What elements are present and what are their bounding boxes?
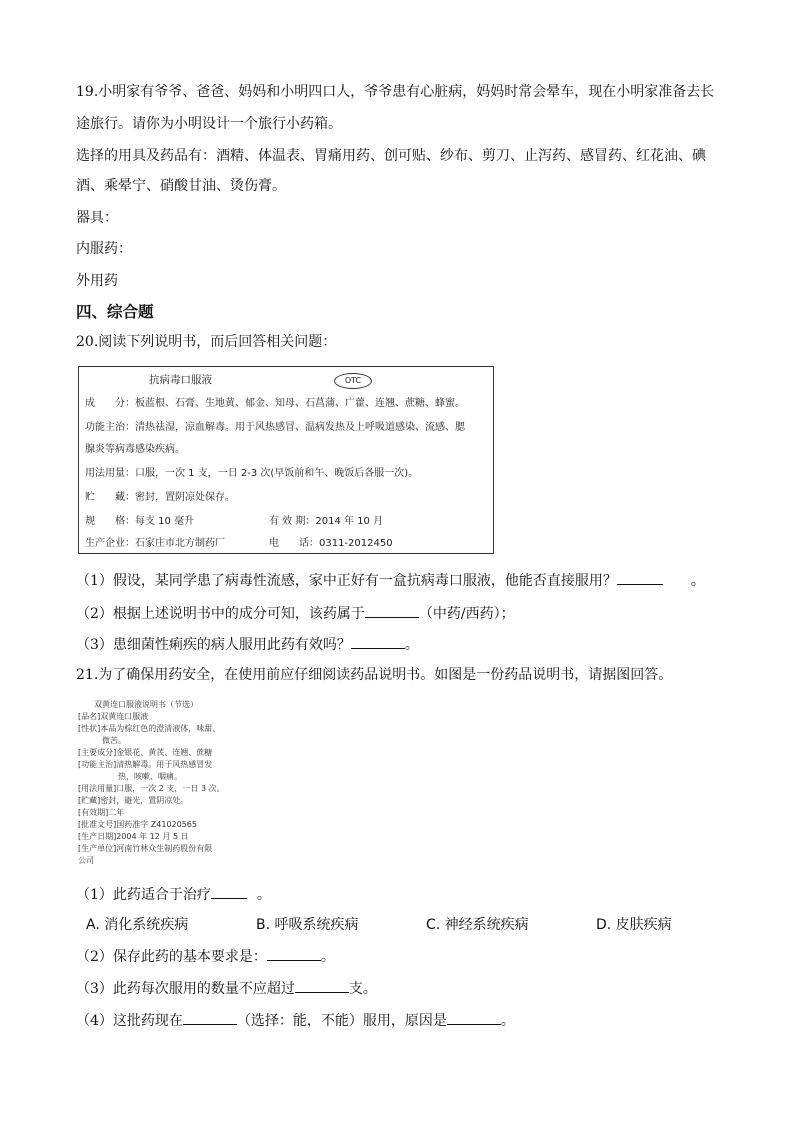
answer-blank[interactable]: [365, 603, 419, 618]
q20-sub1-text: （1）假设，某同学患了病毒性流感，家中正好有一盒抗病毒口服液，他能否直接服用？: [76, 573, 617, 589]
q20-intro: 20.阅读下列说明书，而后回答相关问题：: [76, 334, 337, 350]
leaflet-line: [性状]本品为棕红色的澄清液体，味甜、: [78, 724, 221, 733]
q21-sub4-text: （4）这批药现在: [76, 1013, 183, 1029]
drug-label-ingredients: 成 分：板蓝根、石膏、生地黄、郁金、知母、石菖蒲、广藿、连翘、蔗糖、蜂蜜。: [85, 398, 465, 409]
drug-label-expiry: 有 效 期：2014 年 10 月: [269, 516, 384, 527]
option-c[interactable]: C. 神经系统疾病: [426, 917, 529, 933]
q21-sub4: [76, 1010, 515, 1031]
otc-badge: OTC: [334, 373, 372, 389]
q19-tools: 器具：: [76, 210, 118, 226]
drug-label-spec: 规 格：每支 10 毫升: [85, 516, 195, 527]
leaflet-line: [用法用量]口服，一次 2 支，一日 3 次。: [78, 784, 225, 793]
q21-sub4-mid: （选择：能，不能）服用，原因是: [236, 1013, 447, 1029]
leaflet-line: [品名]双黄连口服液: [78, 712, 149, 721]
q20-sub2-end: （中药/西药）；: [418, 606, 515, 622]
q21-sub1-text: （1）此药适合于治疗: [76, 887, 211, 903]
q20-sub3: [76, 634, 419, 655]
q21-sub4-end: 。: [500, 1013, 515, 1029]
q21-sub1-end: 。: [256, 887, 271, 903]
q20-sub2: [76, 603, 515, 624]
q21-sub2: [76, 946, 335, 967]
drug-label-box: [78, 366, 494, 554]
leaflet-line: [主要成分]金银花、黄芪、连翘、蔗糖: [78, 748, 213, 757]
option-b[interactable]: B. 呼吸系统疾病: [256, 917, 359, 933]
q21-sub3: [76, 978, 377, 999]
drug-label-maker: 生产企业：石家庄市北方制药厂: [85, 538, 225, 549]
q19-oral: 内服药：: [76, 241, 132, 257]
q21-sub3-text: （3）此药每次服用的数量不应超过: [76, 981, 295, 997]
drug-label-name: 抗病毒口服液: [149, 374, 212, 386]
drug-leaflet-image: [78, 697, 248, 872]
q21-sub2-text: （2）保存此药的基本要求是：: [76, 949, 267, 965]
q20-sub3-text: （3）患细菌性痢疾的病人服用此药有效吗？: [76, 637, 351, 653]
section-title: 四、综合题: [76, 303, 154, 321]
q21-sub3-end: 支。: [348, 981, 377, 997]
leaflet-line: [生产日期]2004 年 12 月 5 日: [78, 832, 189, 841]
q19-external: 外用药: [76, 273, 118, 289]
q19-line2: 途旅行。请你为小明设计一个旅行小药箱。: [76, 116, 342, 132]
answer-blank[interactable]: [267, 946, 321, 961]
drug-label-function-2: 腺炎等病毒感染疾病。: [85, 444, 185, 455]
option-d[interactable]: D. 皮肤疾病: [596, 917, 672, 933]
q20-sub3-end: 。: [404, 637, 419, 653]
q20-sub1-end: 。: [690, 573, 705, 589]
answer-blank[interactable]: [211, 884, 247, 899]
drug-label-function-1: 功能主治：清热祛湿，凉血解毒。用于风热感冒、温病发热及上呼吸道感染、流感、腮: [85, 422, 465, 433]
q21-sub2-end: 。: [320, 949, 335, 965]
answer-blank[interactable]: [617, 570, 663, 585]
q21-intro: 21.为了确保用药安全，在使用前应仔细阅读药品说明书。如图是一份药品说明书，请据图回答。: [76, 667, 673, 683]
answer-blank[interactable]: [447, 1010, 501, 1025]
q20-sub1: [76, 570, 705, 591]
answer-blank[interactable]: [183, 1010, 237, 1025]
answer-blank[interactable]: [351, 634, 405, 649]
drug-label-phone: 电 话：0311-2012450: [269, 538, 393, 549]
drug-label-storage: 贮 藏：密封，置阴凉处保存。: [85, 492, 235, 503]
q19-line1: 19.小明家有爷爷、爸爸、妈妈和小明四口人，爷爷患有心脏病，妈妈时常会晕车，现在小明家准备去长: [76, 84, 715, 100]
leaflet-line: [生产单位]河南竹林众生制药股份有限: [78, 844, 213, 853]
drug-label-usage: 用法用量：口服，一次 1 支，一日 2-3 次(早饭前和午、晚饭后各服一次)。: [85, 468, 419, 479]
option-a[interactable]: A. 消化系统疾病: [86, 917, 189, 933]
leaflet-line: [贮藏]密封，避光，置阴凉处。: [78, 796, 189, 805]
leaflet-line: 双黄连口服液说明书（节选）: [94, 700, 198, 709]
leaflet-line: [功能主治]清热解毒。用于风热感冒发: [78, 760, 213, 769]
leaflet-line: 微苦。: [78, 736, 126, 745]
q19-line4: 酒、乘晕宁、硝酸甘油、烫伤膏。: [76, 178, 286, 194]
leaflet-line: 公司: [78, 856, 94, 865]
leaflet-line: [有效期]二年: [78, 808, 125, 817]
leaflet-line: [批准文号]国药准字 Z41020565: [78, 820, 197, 829]
answer-blank[interactable]: [295, 978, 349, 993]
q20-sub2-text: （2）根据上述说明书中的成分可知，该药属于: [76, 606, 365, 622]
leaflet-line: 热，咳嗽、咽痛。: [78, 772, 182, 781]
q19-line3: 选择的用具及药品有：酒精、体温表、胃痛用药、创可贴、纱布、剪刀、止泻药、感冒药、红花油、碘: [76, 148, 706, 164]
q21-sub1: [76, 884, 271, 905]
